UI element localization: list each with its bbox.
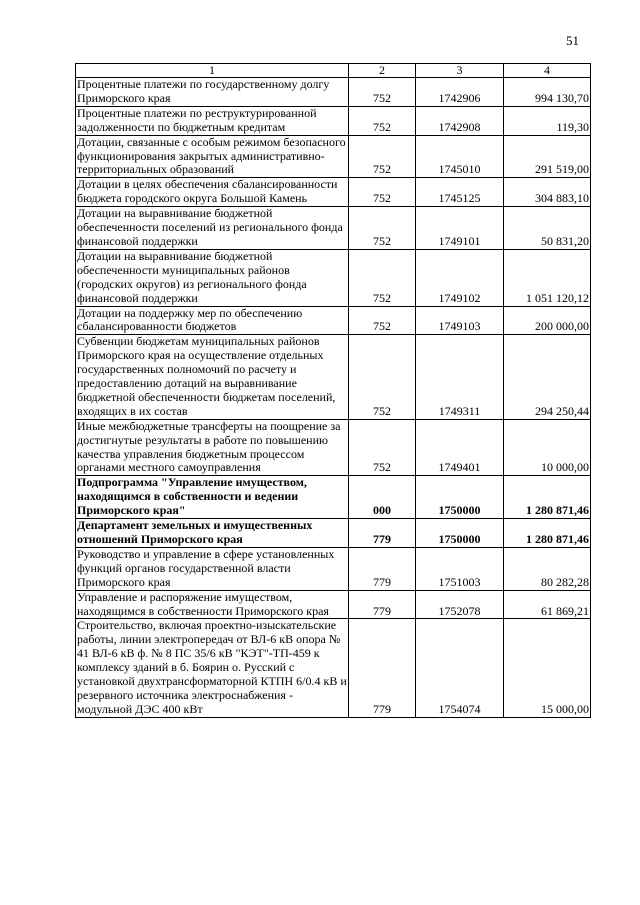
cell-target: 1752078 [416,590,504,619]
cell-code: 779 [349,590,416,619]
cell-description: Процентные платежи по государственному долгу Приморского края [76,78,349,107]
cell-target: 1749102 [416,249,504,306]
cell-target: 1745010 [416,135,504,178]
cell-target: 1742908 [416,106,504,135]
table-row [76,78,591,107]
cell-target: 1742906 [416,78,504,107]
budget-table [75,63,591,718]
column-header-target: 3 [416,64,504,78]
table-row [76,249,591,306]
column-header-description: 1 [76,64,349,78]
page-number: 51 [566,33,579,48]
cell-description: Иные межбюджетные трансферты на поощрение за достигнутые результаты в работе по повышению качества управления бюджетным процессом органами местного самоуправления [76,419,349,476]
table-row [76,135,591,178]
cell-code: 752 [349,78,416,107]
cell-description: Дотации, связанные с особым режимом безопасного функционирования закрытых административно-территориальных образований [76,135,349,178]
table-row [76,419,591,476]
cell-target: 1745125 [416,178,504,207]
cell-code: 779 [349,519,416,548]
cell-description: Дотации в целях обеспечения сбалансированности бюджета городского округа Большой Камень [76,178,349,207]
cell-target: 1754074 [416,619,504,717]
table-header-row [76,64,591,78]
cell-amount: 15 000,00 [504,619,591,717]
cell-description: Руководство и управление в сфере установленных функций органов государственной власти Приморского края [76,547,349,590]
table-row [76,178,591,207]
cell-amount: 10 000,00 [504,419,591,476]
table-row [76,619,591,717]
cell-code: 000 [349,476,416,519]
cell-target: 1749311 [416,335,504,419]
table-row [76,476,591,519]
cell-amount: 200 000,00 [504,306,591,335]
cell-target: 1750000 [416,476,504,519]
cell-description: Департамент земельных и имущественных отношений Приморского края [76,519,349,548]
cell-description: Дотации на поддержку мер по обеспечению сбалансированности бюджетов [76,306,349,335]
cell-code: 752 [349,135,416,178]
table-row [76,519,591,548]
cell-code: 752 [349,106,416,135]
table-row [76,335,591,419]
cell-description: Субвенции бюджетам муниципальных районов Приморского края на осуществление отдельных государственных полномочий по расчету и предоставлению дотаций на выравнивание бюджетной обеспеченности бюджетам поселений, входящих в их состав [76,335,349,419]
cell-amount: 994 130,70 [504,78,591,107]
cell-description: Процентные платежи по реструктурированной задолженности по бюджетным кредитам [76,106,349,135]
table-row [76,106,591,135]
table-row [76,547,591,590]
cell-target: 1749103 [416,306,504,335]
cell-amount: 291 519,00 [504,135,591,178]
cell-code: 752 [349,207,416,250]
cell-amount: 80 282,28 [504,547,591,590]
cell-description: Подпрограмма "Управление имуществом, находящимся в собственности и ведении Приморского края" [76,476,349,519]
cell-target: 1750000 [416,519,504,548]
column-header-amount: 4 [504,64,591,78]
cell-amount: 1 051 120,12 [504,249,591,306]
cell-amount: 304 883,10 [504,178,591,207]
cell-description: Строительство, включая проектно-изыскательские работы, линии электропередач от ВЛ-6 кВ опора № 41 ВЛ-6 кВ ф. № 8 ПС 35/6 кВ "КЭТ"-ТП-459 к комплексу зданий в б. Боярин о. Русский с установкой двухтрансформаторной КТПН 6/0.4 кВ и резервного источника электроснабжения - модульной ДЭС 400 кВт [77,618,347,716]
cell-code: 752 [349,419,416,476]
cell-amount: 1 280 871,46 [504,519,591,548]
cell-code: 752 [349,178,416,207]
cell-target: 1751003 [416,547,504,590]
cell-amount: 61 869,21 [504,590,591,619]
column-header-code: 2 [349,64,416,78]
cell-target: 1749101 [416,207,504,250]
table-row [76,590,591,619]
cell-amount: 294 250,44 [504,335,591,419]
cell-code: 752 [349,249,416,306]
cell-code: 752 [349,335,416,419]
table-row [76,207,591,250]
cell-code: 752 [349,306,416,335]
cell-description: Дотации на выравнивание бюджетной обеспеченности муниципальных районов (городских округов) из регионального фонда финансовой поддержки [76,249,349,306]
cell-amount: 119,30 [504,106,591,135]
cell-amount: 50 831,20 [504,207,591,250]
cell-target: 1749401 [416,419,504,476]
cell-description: Дотации на выравнивание бюджетной обеспеченности поселений из регионального фонда финансовой поддержки [76,207,349,250]
cell-description: Управление и распоряжение имуществом, находящимся в собственности Приморского края [76,590,349,619]
cell-code: 779 [349,619,416,717]
table-row [76,306,591,335]
cell-code: 779 [349,547,416,590]
cell-amount: 1 280 871,46 [504,476,591,519]
